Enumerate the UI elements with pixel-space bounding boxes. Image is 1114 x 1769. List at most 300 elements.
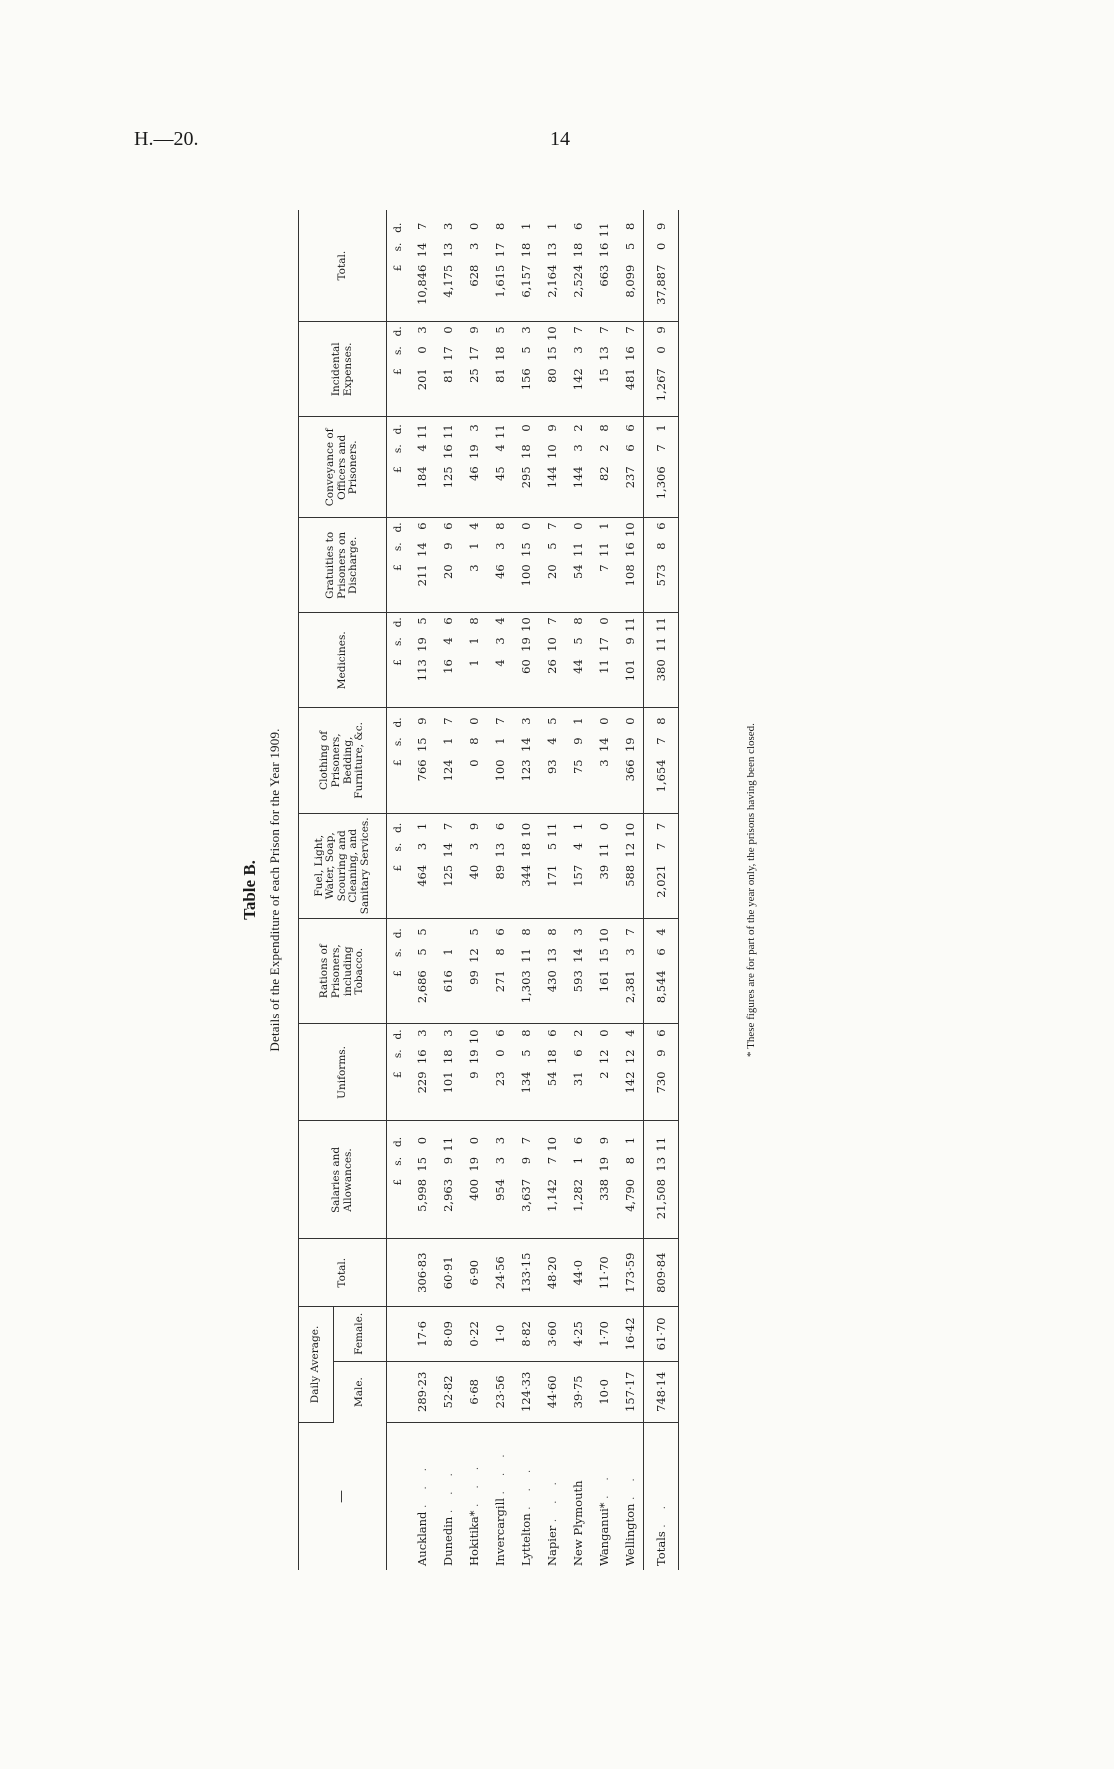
pounds-value: 663	[597, 264, 611, 287]
pounds-value: 108	[623, 564, 637, 587]
page-number: 14	[550, 128, 570, 150]
shillings-value: 11	[597, 842, 611, 858]
shillings-value: 8	[467, 737, 481, 745]
pounds-value: 481	[623, 368, 637, 391]
pounds-value: 46	[467, 466, 481, 481]
pence-value: 0	[467, 222, 481, 230]
shillings-value: 1	[441, 737, 455, 745]
shillings-value: 3	[467, 842, 481, 851]
pence-value: 3	[519, 717, 533, 725]
shillings-sign: s.	[392, 737, 404, 747]
male-average-cell: 44·60	[539, 1361, 565, 1422]
salaries-header: Salaries and Allowances.	[299, 1121, 387, 1239]
pounds-value: 20	[545, 564, 559, 579]
incidental-cell	[539, 322, 565, 417]
pence-value: 11	[623, 617, 637, 632]
pence-value: 5	[493, 326, 507, 334]
pound-sign: £	[392, 1178, 404, 1186]
incidental-cell	[513, 322, 539, 417]
shillings-value: 17	[597, 637, 611, 652]
pounds-value: 75	[571, 759, 585, 775]
pence-value: 10	[623, 822, 637, 838]
female-average-cell: 8·82	[513, 1306, 539, 1361]
shillings-value: 1	[571, 1156, 585, 1165]
shillings-value: 3	[467, 242, 481, 250]
shillings-value: 13	[545, 948, 559, 963]
shillings-value: 3	[493, 637, 507, 645]
pence-value: 5	[415, 617, 429, 625]
dot-leader: . .	[657, 1500, 668, 1528]
pence-value: 11	[654, 617, 668, 632]
prison-name: Napier	[545, 1525, 559, 1566]
pence-value: 6	[654, 1029, 668, 1037]
pence-value: 6	[545, 1029, 559, 1037]
pence-value: 9	[597, 1136, 611, 1145]
shillings-value: 3	[493, 1156, 507, 1165]
shillings-value: 7	[654, 444, 668, 452]
pounds-value: 628	[467, 264, 481, 287]
fuel-cell	[591, 813, 617, 918]
pence-value: 8	[467, 617, 481, 625]
shillings-value: 18	[493, 346, 507, 361]
pound-sign: £	[392, 368, 404, 375]
pounds-value: 0	[467, 759, 481, 767]
shillings-value: 14	[441, 842, 455, 858]
pounds-value: 81	[441, 368, 455, 383]
prison-name: Wellington	[623, 1503, 637, 1566]
pence-value: 7	[519, 1136, 533, 1145]
pounds-value: 161	[597, 970, 611, 993]
salaries-cell	[617, 1121, 644, 1239]
units-cell	[387, 708, 410, 813]
pounds-value: 295	[519, 466, 533, 489]
female-average-cell: 1·0	[487, 1306, 513, 1361]
pounds-value: 464	[415, 864, 429, 887]
pounds-value: 3	[597, 759, 611, 767]
pence-value: 11	[545, 822, 559, 838]
shillings-value: 13	[441, 242, 455, 258]
shillings-value: 4	[415, 444, 429, 452]
shillings-value: 18	[545, 1049, 559, 1065]
shillings-value: 3	[415, 842, 429, 851]
pounds-value: 766	[415, 759, 429, 782]
pounds-value: 954	[493, 1178, 507, 1201]
pence-value: 6	[623, 424, 637, 432]
total-average-cell: 173·59	[617, 1239, 644, 1306]
pence-value: 6	[415, 522, 429, 530]
rations-cell	[644, 919, 679, 1024]
shillings-value: 9	[654, 1049, 668, 1057]
fuel-cell	[565, 813, 591, 918]
pounds-value: 25	[467, 368, 481, 383]
pence-value: 2	[571, 424, 585, 432]
total-exp-cell	[591, 210, 617, 322]
salaries-cell	[513, 1121, 539, 1239]
shillings-sign: s.	[392, 842, 404, 852]
total-exp-cell	[487, 210, 513, 322]
units-cell	[387, 322, 410, 417]
shillings-value: 3	[623, 948, 637, 956]
pounds-value: 1,306	[654, 466, 668, 500]
footnote: * These figures are for part of the year only, the prisons having been closed.	[745, 723, 757, 1057]
pence-value: 10	[545, 326, 559, 341]
shillings-value: 12	[623, 1049, 637, 1065]
pence-value: 0	[467, 717, 481, 725]
gratuities-cell	[435, 518, 461, 613]
prison-name-cell	[461, 1422, 487, 1570]
pence-value: 4	[493, 617, 507, 625]
pence-value: 1	[415, 822, 429, 831]
fuel-cell	[539, 813, 565, 918]
pence-value: 6	[654, 522, 668, 530]
pence-value: 8	[597, 424, 611, 432]
total-average-header: Total.	[299, 1239, 387, 1306]
pence-value: 11	[493, 424, 507, 439]
pounds-value: 40	[467, 864, 481, 880]
units-cell	[387, 1121, 410, 1239]
uniforms-cell	[565, 1024, 591, 1121]
pence-value: 9	[467, 326, 481, 334]
pounds-value: 3,637	[519, 1178, 533, 1212]
dot-leader: . .	[600, 1471, 611, 1499]
pound-sign: £	[392, 564, 404, 572]
pounds-value: 101	[441, 1071, 455, 1094]
pounds-value: 15	[597, 368, 611, 383]
pence-value: 6	[493, 822, 507, 831]
shillings-value: 13	[493, 842, 507, 858]
pounds-value: 125	[441, 864, 455, 887]
shillings-value: 18	[519, 842, 533, 858]
pence-value: 7	[597, 326, 611, 334]
incidental-header: Incidental Expenses.	[299, 322, 387, 417]
shillings-sign: s.	[392, 444, 404, 454]
pence-sign: d.	[392, 222, 404, 233]
pounds-value: 8,544	[654, 970, 668, 1004]
total-exp-cell	[461, 210, 487, 322]
shillings-value: 12	[623, 842, 637, 858]
shillings-value: 15	[415, 1156, 429, 1172]
pence-value: 7	[654, 822, 668, 831]
male-average-cell: 748·14	[644, 1361, 679, 1422]
pounds-value: 46	[493, 564, 507, 579]
prison-name-cell	[513, 1422, 539, 1570]
incidental-cell	[409, 322, 435, 417]
pounds-value: 9	[467, 1071, 481, 1079]
pence-value: 7	[545, 522, 559, 530]
conveyance-cell	[539, 417, 565, 518]
pounds-value: 2,021	[654, 864, 668, 898]
prison-name-cell	[591, 1422, 617, 1570]
pence-value: 9	[654, 326, 668, 334]
pence-value: 2	[571, 1029, 585, 1037]
clothing-cell	[644, 708, 679, 813]
medicines-cell	[409, 613, 435, 708]
pence-value: 4	[654, 928, 668, 936]
rotated-table-block	[240, 210, 760, 1570]
male-average-cell: 289·23	[409, 1361, 435, 1422]
table-title: Table B.	[240, 860, 259, 920]
shillings-value: 8	[493, 948, 507, 956]
shillings-value: 3	[493, 542, 507, 550]
conveyance-cell	[644, 417, 679, 518]
shillings-value: 0	[654, 346, 668, 354]
shillings-value: 0	[654, 242, 668, 250]
rations-cell	[539, 919, 565, 1024]
pound-sign: £	[392, 659, 404, 666]
fuel-cell	[435, 813, 461, 918]
rations-cell	[617, 919, 644, 1024]
dot-leader: . . .	[418, 1462, 429, 1508]
pence-value: 10	[597, 928, 611, 943]
pounds-value: 37,887	[654, 264, 668, 305]
pounds-value: 211	[415, 564, 429, 587]
pence-value: 0	[415, 1136, 429, 1145]
pence-value: 0	[571, 522, 585, 530]
pounds-value: 6,157	[519, 264, 533, 298]
medicines-cell	[461, 613, 487, 708]
salaries-cell	[591, 1121, 617, 1239]
rations-cell	[565, 919, 591, 1024]
shillings-value: 19	[623, 737, 637, 753]
pound-sign: £	[392, 466, 404, 474]
pounds-value: 54	[571, 564, 585, 579]
shillings-value: 19	[597, 1156, 611, 1172]
pence-value: 4	[623, 1029, 637, 1037]
pounds-value: 134	[519, 1071, 533, 1094]
female-average-cell: 1·70	[591, 1306, 617, 1361]
pounds-value: 93	[545, 759, 559, 775]
prison-name-cell	[539, 1422, 565, 1570]
male-average-cell: 157·17	[617, 1361, 644, 1422]
pounds-value: 21,508	[654, 1178, 668, 1220]
medicines-cell	[487, 613, 513, 708]
pounds-value: 2	[597, 1071, 611, 1079]
salaries-cell	[461, 1121, 487, 1239]
pound-sign: £	[392, 1071, 404, 1079]
shillings-value: 5	[519, 346, 533, 354]
pence-sign: d.	[392, 424, 404, 435]
uniforms-cell	[539, 1024, 565, 1121]
shillings-value: 18	[519, 242, 533, 258]
salaries-cell	[644, 1121, 679, 1239]
pence-sign: d.	[392, 717, 404, 728]
pence-value: 7	[441, 717, 455, 725]
shillings-value: 7	[654, 737, 668, 745]
units-cell	[387, 919, 410, 1024]
male-average-cell: 6·68	[461, 1361, 487, 1422]
incidental-cell	[617, 322, 644, 417]
shillings-value: 17	[467, 346, 481, 361]
total-exp-cell	[409, 210, 435, 322]
shillings-value: 18	[441, 1049, 455, 1065]
clothing-cell	[513, 708, 539, 813]
incidental-cell	[487, 322, 513, 417]
pence-value: 8	[493, 222, 507, 230]
conveyance-cell	[461, 417, 487, 518]
dot-leader: . . .	[522, 1463, 533, 1510]
pounds-value: 31	[571, 1071, 585, 1087]
gratuities-cell	[644, 518, 679, 613]
units-empty-cell	[387, 1239, 410, 1306]
shillings-value: 6	[654, 948, 668, 956]
rations-cell	[591, 919, 617, 1024]
shillings-sign: s.	[392, 948, 404, 957]
shillings-value: 14	[571, 948, 585, 963]
shillings-value: 14	[519, 737, 533, 753]
total-average-cell: 133·15	[513, 1239, 539, 1306]
shillings-value: 6	[623, 444, 637, 452]
shillings-value: 16	[623, 346, 637, 361]
female-average-cell: 61·70	[644, 1306, 679, 1361]
salaries-cell	[435, 1121, 461, 1239]
clothing-cell	[461, 708, 487, 813]
female-average-cell: 16·42	[617, 1306, 644, 1361]
dot-leader: . . .	[496, 1448, 507, 1495]
female-average-cell: 0·22	[461, 1306, 487, 1361]
shillings-value: 17	[441, 346, 455, 361]
pence-value: 11	[441, 1136, 455, 1152]
table-row	[487, 210, 513, 1570]
shillings-value: 16	[623, 542, 637, 557]
pounds-value: 45	[493, 466, 507, 481]
pence-value: 6	[441, 617, 455, 625]
pence-value: 11	[597, 222, 611, 238]
shillings-value: 0	[415, 346, 429, 354]
pounds-value: 11	[597, 659, 611, 674]
medicines-cell	[513, 613, 539, 708]
total-average-cell: 24·56	[487, 1239, 513, 1306]
pence-value: 10	[545, 1136, 559, 1152]
shillings-value: 4	[441, 637, 455, 645]
total-average-cell: 306·83	[409, 1239, 435, 1306]
conveyance-cell	[565, 417, 591, 518]
prison-name: Dunedin	[441, 1516, 455, 1566]
pounds-value: 99	[467, 970, 481, 985]
salaries-cell	[565, 1121, 591, 1239]
fuel-header: Fuel, Light, Water, Soap, Scouring and Cleaning, and Sanitary Services.	[299, 813, 387, 918]
clothing-cell	[565, 708, 591, 813]
shillings-value: 4	[493, 444, 507, 452]
conveyance-cell	[487, 417, 513, 518]
pounds-value: 100	[519, 564, 533, 587]
shillings-value: 13	[597, 346, 611, 361]
dot-leader: . .	[626, 1472, 637, 1500]
table-row	[513, 210, 539, 1570]
shillings-value: 5	[623, 242, 637, 250]
total-exp-cell	[617, 210, 644, 322]
pounds-value: 156	[519, 368, 533, 391]
shillings-value: 5	[415, 948, 429, 956]
pounds-value: 201	[415, 368, 429, 391]
pence-value: 7	[623, 326, 637, 334]
pence-value: 8	[545, 928, 559, 936]
pounds-value: 2,524	[571, 264, 585, 298]
pence-value: 6	[493, 928, 507, 936]
pence-value: 8	[519, 928, 533, 936]
pence-value: 6	[493, 1029, 507, 1037]
shillings-value: 4	[571, 842, 585, 851]
pounds-value: 142	[571, 368, 585, 391]
pounds-value: 730	[654, 1071, 668, 1094]
clothing-cell	[409, 708, 435, 813]
gratuities-header: Gratuities to Prisoners on Discharge.	[299, 518, 387, 613]
shillings-value: 11	[597, 542, 611, 557]
pounds-value: 54	[545, 1071, 559, 1087]
incidental-cell	[461, 322, 487, 417]
pence-value: 3	[467, 424, 481, 432]
pounds-value: 100	[493, 759, 507, 782]
conveyance-cell	[617, 417, 644, 518]
prison-name: Lyttelton	[519, 1513, 533, 1566]
pence-value: 1	[519, 222, 533, 230]
total-average-cell: 44·0	[565, 1239, 591, 1306]
pounds-value: 10,846	[415, 264, 429, 305]
shillings-value: 8	[654, 542, 668, 550]
uniforms-cell	[487, 1024, 513, 1121]
male-average-cell: 52·82	[435, 1361, 461, 1422]
pence-value: 8	[654, 717, 668, 725]
pounds-value: 366	[623, 759, 637, 782]
medicines-header: Medicines.	[299, 613, 387, 708]
female-average-cell: 3·60	[539, 1306, 565, 1361]
shillings-value: 15	[597, 948, 611, 963]
pounds-value: 1,303	[519, 970, 533, 1004]
shillings-value: 1	[467, 542, 481, 550]
prison-name-cell	[617, 1422, 644, 1570]
shillings-sign: s.	[392, 1156, 404, 1166]
pence-value: 1	[623, 1136, 637, 1145]
shillings-value: 12	[467, 948, 481, 963]
pence-value: 0	[467, 1136, 481, 1145]
pence-value: 10	[467, 1029, 481, 1045]
pence-value: 7	[493, 717, 507, 725]
shillings-value: 18	[519, 444, 533, 459]
units-cell	[387, 1024, 410, 1121]
clothing-cell	[487, 708, 513, 813]
pounds-value: 616	[441, 970, 455, 993]
rations-cell	[461, 919, 487, 1024]
expenditure-table	[298, 210, 679, 1570]
shillings-value: 2	[597, 444, 611, 452]
pence-value: 3	[493, 1136, 507, 1145]
female-average-cell: 4·25	[565, 1306, 591, 1361]
incidental-cell	[644, 322, 679, 417]
pound-sign: £	[392, 864, 404, 872]
shillings-value: 13	[545, 242, 559, 258]
incidental-cell	[565, 322, 591, 417]
pounds-value: 588	[623, 864, 637, 887]
gratuities-cell	[591, 518, 617, 613]
pence-value: 11	[415, 424, 429, 439]
totals-row	[644, 210, 679, 1570]
pence-value: 0	[597, 617, 611, 625]
pounds-value: 157	[571, 864, 585, 887]
shillings-sign: s.	[392, 1049, 404, 1059]
shillings-value: 9	[519, 1156, 533, 1165]
pounds-value: 8,099	[623, 264, 637, 298]
uniforms-cell	[409, 1024, 435, 1121]
pence-value: 1	[571, 717, 585, 725]
rations-cell	[409, 919, 435, 1024]
fuel-cell	[644, 813, 679, 918]
pounds-value: 124	[441, 759, 455, 782]
shillings-value: 17	[493, 242, 507, 258]
pounds-value: 20	[441, 564, 455, 579]
gratuities-cell	[513, 518, 539, 613]
shillings-value: 18	[571, 242, 585, 258]
pounds-value: 7	[597, 564, 611, 572]
pounds-value: 81	[493, 368, 507, 383]
